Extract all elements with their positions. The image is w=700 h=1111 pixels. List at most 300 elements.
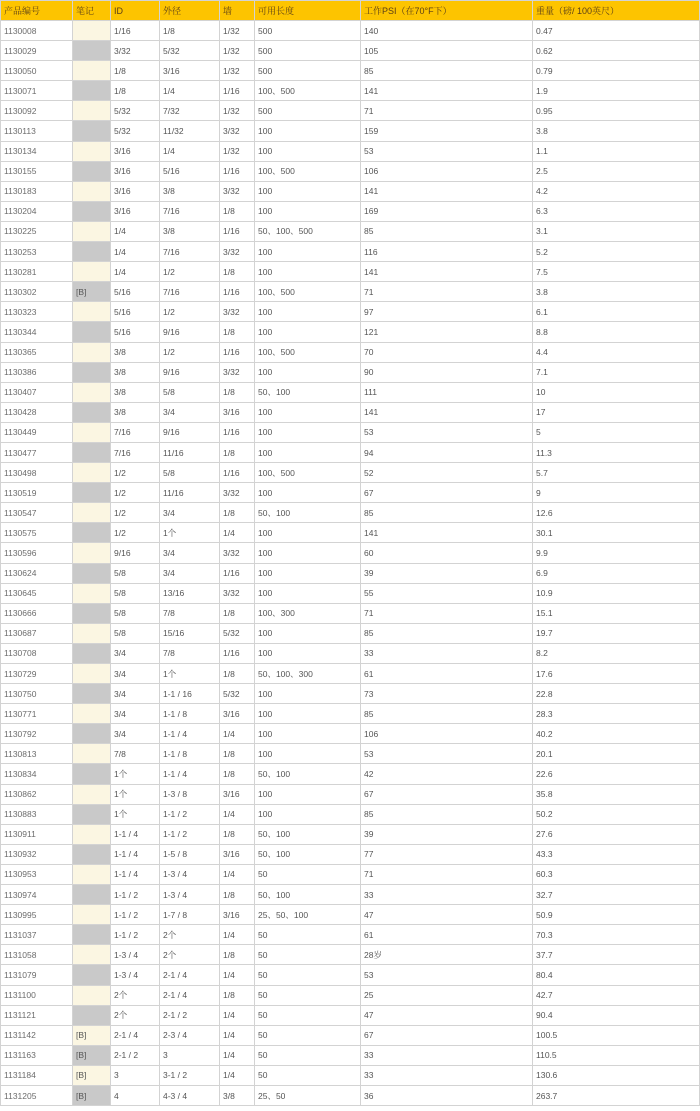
outer-diameter-cell: 5/8 — [160, 463, 220, 483]
outer-diameter-cell: 1-1 / 2 — [160, 804, 220, 824]
id-cell: 3/4 — [111, 684, 160, 704]
outer-diameter-cell: 1-3 / 4 — [160, 864, 220, 884]
psi-cell: 53 — [361, 965, 533, 985]
length-cell: 50 — [255, 965, 361, 985]
product-number-cell: 1131163 — [1, 1045, 73, 1065]
id-cell: 1-1 / 2 — [111, 885, 160, 905]
table-row[interactable] — [1, 563, 700, 583]
weight-cell: 6.9 — [533, 563, 700, 583]
product-number-cell: 1130225 — [1, 221, 73, 241]
psi-cell: 71 — [361, 864, 533, 884]
weight-cell: 6.3 — [533, 201, 700, 221]
psi-cell: 71 — [361, 282, 533, 302]
outer-diameter-cell: 7/8 — [160, 643, 220, 663]
weight-cell: 110.5 — [533, 1045, 700, 1065]
wall-cell: 1/32 — [220, 21, 255, 41]
wall-cell: 1/16 — [220, 282, 255, 302]
outer-diameter-cell: 7/16 — [160, 242, 220, 262]
header-notes[interactable]: 笔记 — [73, 1, 111, 21]
wall-cell: 1/8 — [220, 744, 255, 764]
product-number-cell: 1130624 — [1, 563, 73, 583]
product-number-cell: 1131121 — [1, 1005, 73, 1025]
table-row[interactable] — [1, 262, 700, 282]
weight-cell: 7.1 — [533, 362, 700, 382]
id-cell: 1/4 — [111, 262, 160, 282]
psi-cell: 42 — [361, 764, 533, 784]
table-row[interactable] — [1, 362, 700, 382]
weight-cell: 0.79 — [533, 61, 700, 81]
notes-cell — [73, 664, 111, 684]
notes-cell — [73, 161, 111, 181]
table-row[interactable] — [1, 764, 700, 784]
header-outer-diameter[interactable]: 外径 — [160, 1, 220, 21]
wall-cell: 3/32 — [220, 362, 255, 382]
table-row[interactable] — [1, 1065, 700, 1085]
table-row[interactable] — [1, 744, 700, 764]
psi-cell: 85 — [361, 804, 533, 824]
id-cell: 5/8 — [111, 563, 160, 583]
table-row[interactable] — [1, 523, 700, 543]
id-cell: 3 — [111, 1065, 160, 1085]
weight-cell: 5.2 — [533, 242, 700, 262]
notes-cell — [73, 181, 111, 201]
length-cell: 50 — [255, 985, 361, 1005]
psi-cell: 85 — [361, 61, 533, 81]
id-cell: 3/4 — [111, 643, 160, 663]
table-row[interactable] — [1, 181, 700, 201]
id-cell: 1个 — [111, 804, 160, 824]
product-number-cell: 1130449 — [1, 422, 73, 442]
psi-cell: 25 — [361, 985, 533, 1005]
product-number-cell: 1131100 — [1, 985, 73, 1005]
length-cell: 100 — [255, 141, 361, 161]
product-number-cell: 1130498 — [1, 463, 73, 483]
table-row[interactable] — [1, 804, 700, 824]
table-row[interactable] — [1, 945, 700, 965]
product-number-cell: 1130708 — [1, 643, 73, 663]
wall-cell: 1/16 — [220, 422, 255, 442]
psi-cell: 39 — [361, 563, 533, 583]
id-cell: 5/16 — [111, 302, 160, 322]
length-cell: 100、500 — [255, 161, 361, 181]
outer-diameter-cell: 7/16 — [160, 201, 220, 221]
id-cell: 1-1 / 4 — [111, 864, 160, 884]
wall-cell: 1/4 — [220, 804, 255, 824]
length-cell: 500 — [255, 101, 361, 121]
length-cell: 100、500 — [255, 342, 361, 362]
table-row[interactable] — [1, 543, 700, 563]
id-cell: 1/8 — [111, 61, 160, 81]
id-cell: 3/8 — [111, 342, 160, 362]
table-row[interactable] — [1, 704, 700, 724]
table-row[interactable] — [1, 342, 700, 362]
psi-cell: 73 — [361, 684, 533, 704]
psi-cell: 53 — [361, 422, 533, 442]
table-row[interactable] — [1, 81, 700, 101]
id-cell: 5/8 — [111, 583, 160, 603]
id-cell: 7/16 — [111, 442, 160, 462]
wall-cell: 1/16 — [220, 643, 255, 663]
weight-cell: 9 — [533, 483, 700, 503]
notes-cell — [73, 342, 111, 362]
wall-cell: 1/32 — [220, 61, 255, 81]
header-product-number[interactable]: 产品编号 — [1, 1, 73, 21]
psi-cell: 33 — [361, 885, 533, 905]
table-row[interactable] — [1, 121, 700, 141]
outer-diameter-cell: 2-1 / 4 — [160, 965, 220, 985]
table-row[interactable] — [1, 1025, 700, 1045]
outer-diameter-cell: 1-1 / 4 — [160, 764, 220, 784]
length-cell: 100 — [255, 784, 361, 804]
id-cell: 5/32 — [111, 101, 160, 121]
length-cell: 100 — [255, 583, 361, 603]
weight-cell: 60.3 — [533, 864, 700, 884]
wall-cell: 1/8 — [220, 945, 255, 965]
id-cell: 9/16 — [111, 543, 160, 563]
psi-cell: 140 — [361, 21, 533, 41]
product-number-cell: 1130204 — [1, 201, 73, 221]
table-row[interactable] — [1, 925, 700, 945]
length-cell: 100 — [255, 643, 361, 663]
wall-cell: 1/16 — [220, 563, 255, 583]
id-cell: 1/2 — [111, 523, 160, 543]
outer-diameter-cell: 3/8 — [160, 181, 220, 201]
table-row[interactable] — [1, 463, 700, 483]
table-row[interactable] — [1, 382, 700, 402]
weight-cell: 90.4 — [533, 1005, 700, 1025]
id-cell: 1/2 — [111, 503, 160, 523]
table-row[interactable] — [1, 643, 700, 663]
outer-diameter-cell: 11/16 — [160, 442, 220, 462]
weight-cell: 70.3 — [533, 925, 700, 945]
wall-cell: 1/4 — [220, 965, 255, 985]
notes-cell — [73, 382, 111, 402]
product-number-cell: 1130302 — [1, 282, 73, 302]
id-cell: 5/8 — [111, 623, 160, 643]
id-cell: 2个 — [111, 1005, 160, 1025]
outer-diameter-cell: 1/4 — [160, 81, 220, 101]
outer-diameter-cell: 7/16 — [160, 282, 220, 302]
table-row[interactable] — [1, 101, 700, 121]
wall-cell: 1/4 — [220, 523, 255, 543]
notes-cell: [B] — [73, 1065, 111, 1085]
psi-cell: 39 — [361, 824, 533, 844]
length-cell: 500 — [255, 21, 361, 41]
product-number-cell: 1130344 — [1, 322, 73, 342]
notes-cell — [73, 302, 111, 322]
psi-cell: 159 — [361, 121, 533, 141]
table-row[interactable] — [1, 402, 700, 422]
table-row[interactable] — [1, 322, 700, 342]
notes-cell — [73, 201, 111, 221]
notes-cell — [73, 603, 111, 623]
wall-cell: 3/8 — [220, 1085, 255, 1105]
product-number-cell: 1130183 — [1, 181, 73, 201]
notes-cell — [73, 864, 111, 884]
table-row[interactable] — [1, 583, 700, 603]
outer-diameter-cell: 1/2 — [160, 342, 220, 362]
notes-cell — [73, 985, 111, 1005]
weight-cell: 3.8 — [533, 121, 700, 141]
table-row[interactable] — [1, 483, 700, 503]
length-cell: 100 — [255, 724, 361, 744]
table-row[interactable] — [1, 985, 700, 1005]
outer-diameter-cell: 3/4 — [160, 563, 220, 583]
table-row[interactable] — [1, 282, 700, 302]
psi-cell: 61 — [361, 925, 533, 945]
table-row[interactable] — [1, 61, 700, 81]
length-cell: 100 — [255, 402, 361, 422]
wall-cell: 1/16 — [220, 342, 255, 362]
id-cell: 3/4 — [111, 664, 160, 684]
product-number-cell: 1130932 — [1, 844, 73, 864]
id-cell: 3/16 — [111, 181, 160, 201]
outer-diameter-cell: 1个 — [160, 523, 220, 543]
table-row[interactable] — [1, 623, 700, 643]
wall-cell: 3/16 — [220, 704, 255, 724]
id-cell: 1-1 / 4 — [111, 844, 160, 864]
notes-cell — [73, 41, 111, 61]
psi-cell: 47 — [361, 1005, 533, 1025]
length-cell: 50、100 — [255, 844, 361, 864]
notes-cell — [73, 925, 111, 945]
table-row[interactable] — [1, 864, 700, 884]
id-cell: 1-3 / 4 — [111, 945, 160, 965]
length-cell: 50 — [255, 945, 361, 965]
weight-cell: 22.8 — [533, 684, 700, 704]
table-row[interactable] — [1, 684, 700, 704]
notes-cell — [73, 362, 111, 382]
weight-cell: 0.95 — [533, 101, 700, 121]
header-id[interactable]: ID — [111, 1, 160, 21]
table-row[interactable] — [1, 664, 700, 684]
notes-cell — [73, 483, 111, 503]
product-number-cell: 1130792 — [1, 724, 73, 744]
table-row[interactable] — [1, 422, 700, 442]
outer-diameter-cell: 1个 — [160, 664, 220, 684]
product-number-cell: 1130953 — [1, 864, 73, 884]
length-cell: 100 — [255, 242, 361, 262]
weight-cell: 1.1 — [533, 141, 700, 161]
weight-cell: 35.8 — [533, 784, 700, 804]
notes-cell — [73, 724, 111, 744]
table-row[interactable] — [1, 242, 700, 262]
notes-cell — [73, 523, 111, 543]
length-cell: 100 — [255, 623, 361, 643]
notes-cell — [73, 965, 111, 985]
product-number-cell: 1130113 — [1, 121, 73, 141]
outer-diameter-cell: 9/16 — [160, 322, 220, 342]
table-row[interactable] — [1, 1005, 700, 1025]
header-available-length[interactable]: 可用长度 — [255, 1, 361, 21]
table-row[interactable] — [1, 161, 700, 181]
wall-cell: 3/32 — [220, 583, 255, 603]
outer-diameter-cell: 1-3 / 8 — [160, 784, 220, 804]
weight-cell: 22.6 — [533, 764, 700, 784]
notes-cell — [73, 402, 111, 422]
table-row[interactable] — [1, 603, 700, 623]
header-weight[interactable]: 重量（磅/ 100英尺） — [533, 1, 700, 21]
id-cell: 1-1 / 4 — [111, 824, 160, 844]
table-row[interactable] — [1, 141, 700, 161]
outer-diameter-cell: 4-3 / 4 — [160, 1085, 220, 1105]
product-number-cell: 1130323 — [1, 302, 73, 322]
table-row[interactable] — [1, 442, 700, 462]
wall-cell: 3/32 — [220, 483, 255, 503]
table-row[interactable] — [1, 905, 700, 925]
wall-cell: 1/8 — [220, 442, 255, 462]
id-cell: 3/4 — [111, 704, 160, 724]
length-cell: 50、100 — [255, 503, 361, 523]
id-cell: 3/16 — [111, 201, 160, 221]
wall-cell: 3/16 — [220, 905, 255, 925]
length-cell: 50、100 — [255, 885, 361, 905]
length-cell: 50、100 — [255, 764, 361, 784]
product-number-cell: 1130974 — [1, 885, 73, 905]
weight-cell: 15.1 — [533, 603, 700, 623]
weight-cell: 8.2 — [533, 643, 700, 663]
psi-cell: 111 — [361, 382, 533, 402]
product-number-cell: 1131079 — [1, 965, 73, 985]
product-number-cell: 1130281 — [1, 262, 73, 282]
table-row[interactable] — [1, 1045, 700, 1065]
wall-cell: 1/32 — [220, 41, 255, 61]
weight-cell: 5.7 — [533, 463, 700, 483]
length-cell: 50 — [255, 1025, 361, 1045]
length-cell: 100 — [255, 744, 361, 764]
outer-diameter-cell: 1/8 — [160, 21, 220, 41]
product-number-cell: 1130771 — [1, 704, 73, 724]
table-row[interactable] — [1, 21, 700, 41]
wall-cell: 1/8 — [220, 764, 255, 784]
table-row[interactable] — [1, 302, 700, 322]
table-row[interactable] — [1, 844, 700, 864]
id-cell: 7/16 — [111, 422, 160, 442]
psi-cell: 90 — [361, 362, 533, 382]
outer-diameter-cell: 2-1 / 2 — [160, 1005, 220, 1025]
length-cell: 100 — [255, 302, 361, 322]
outer-diameter-cell: 9/16 — [160, 422, 220, 442]
weight-cell: 17 — [533, 402, 700, 422]
psi-cell: 85 — [361, 704, 533, 724]
table-row[interactable] — [1, 784, 700, 804]
table-row[interactable] — [1, 824, 700, 844]
notes-cell — [73, 583, 111, 603]
header-working-psi[interactable]: 工作PSI（在70°F下） — [361, 1, 533, 21]
outer-diameter-cell: 2-3 / 4 — [160, 1025, 220, 1045]
weight-cell: 9.9 — [533, 543, 700, 563]
table-row[interactable] — [1, 1085, 700, 1105]
id-cell: 3/16 — [111, 141, 160, 161]
wall-cell: 1/32 — [220, 141, 255, 161]
table-row[interactable] — [1, 503, 700, 523]
wall-cell: 1/8 — [220, 603, 255, 623]
outer-diameter-cell: 11/16 — [160, 483, 220, 503]
outer-diameter-cell: 3 — [160, 1045, 220, 1065]
outer-diameter-cell: 7/32 — [160, 101, 220, 121]
outer-diameter-cell: 7/8 — [160, 603, 220, 623]
length-cell: 100 — [255, 684, 361, 704]
psi-cell: 47 — [361, 905, 533, 925]
product-number-cell: 1130645 — [1, 583, 73, 603]
product-number-cell: 1130428 — [1, 402, 73, 422]
wall-cell: 5/32 — [220, 684, 255, 704]
wall-cell: 1/8 — [220, 885, 255, 905]
table-row[interactable] — [1, 41, 700, 61]
id-cell: 3/8 — [111, 402, 160, 422]
wall-cell: 1/4 — [220, 1005, 255, 1025]
id-cell: 3/8 — [111, 382, 160, 402]
psi-cell: 70 — [361, 342, 533, 362]
notes-cell — [73, 885, 111, 905]
weight-cell: 6.1 — [533, 302, 700, 322]
table-row[interactable] — [1, 221, 700, 241]
id-cell: 2个 — [111, 985, 160, 1005]
outer-diameter-cell: 3-1 / 2 — [160, 1065, 220, 1085]
product-number-cell: 1130155 — [1, 161, 73, 181]
outer-diameter-cell: 13/16 — [160, 583, 220, 603]
outer-diameter-cell: 3/16 — [160, 61, 220, 81]
outer-diameter-cell: 1-5 / 8 — [160, 844, 220, 864]
table-row[interactable] — [1, 201, 700, 221]
weight-cell: 42.7 — [533, 985, 700, 1005]
product-number-cell: 1130995 — [1, 905, 73, 925]
psi-cell: 60 — [361, 543, 533, 563]
length-cell: 100 — [255, 362, 361, 382]
weight-cell: 32.7 — [533, 885, 700, 905]
wall-cell: 1/4 — [220, 1045, 255, 1065]
outer-diameter-cell: 2个 — [160, 925, 220, 945]
id-cell: 2-1 / 4 — [111, 1025, 160, 1045]
wall-cell: 1/8 — [220, 503, 255, 523]
wall-cell: 1/32 — [220, 101, 255, 121]
outer-diameter-cell: 15/16 — [160, 623, 220, 643]
psi-cell: 36 — [361, 1085, 533, 1105]
id-cell: 1/8 — [111, 81, 160, 101]
weight-cell: 263.7 — [533, 1085, 700, 1105]
table-row[interactable] — [1, 965, 700, 985]
notes-cell — [73, 563, 111, 583]
wall-cell: 3/16 — [220, 844, 255, 864]
notes-cell — [73, 81, 111, 101]
psi-cell: 106 — [361, 724, 533, 744]
weight-cell: 0.62 — [533, 41, 700, 61]
psi-cell: 52 — [361, 463, 533, 483]
table-row[interactable] — [1, 724, 700, 744]
length-cell: 100、500 — [255, 81, 361, 101]
product-number-cell: 1131142 — [1, 1025, 73, 1045]
notes-cell — [73, 101, 111, 121]
notes-cell: [B] — [73, 1045, 111, 1065]
wall-cell: 1/8 — [220, 664, 255, 684]
weight-cell: 4.4 — [533, 342, 700, 362]
length-cell: 50、100、500 — [255, 221, 361, 241]
length-cell: 50 — [255, 864, 361, 884]
psi-cell: 61 — [361, 664, 533, 684]
weight-cell: 50.2 — [533, 804, 700, 824]
psi-cell: 105 — [361, 41, 533, 61]
notes-cell: [B] — [73, 282, 111, 302]
length-cell: 100 — [255, 543, 361, 563]
table-row[interactable] — [1, 885, 700, 905]
psi-cell: 85 — [361, 221, 533, 241]
wall-cell: 1/4 — [220, 1025, 255, 1045]
id-cell: 7/8 — [111, 744, 160, 764]
outer-diameter-cell: 3/4 — [160, 543, 220, 563]
notes-cell — [73, 242, 111, 262]
notes-cell — [73, 1005, 111, 1025]
header-wall[interactable]: 墙 — [220, 1, 255, 21]
